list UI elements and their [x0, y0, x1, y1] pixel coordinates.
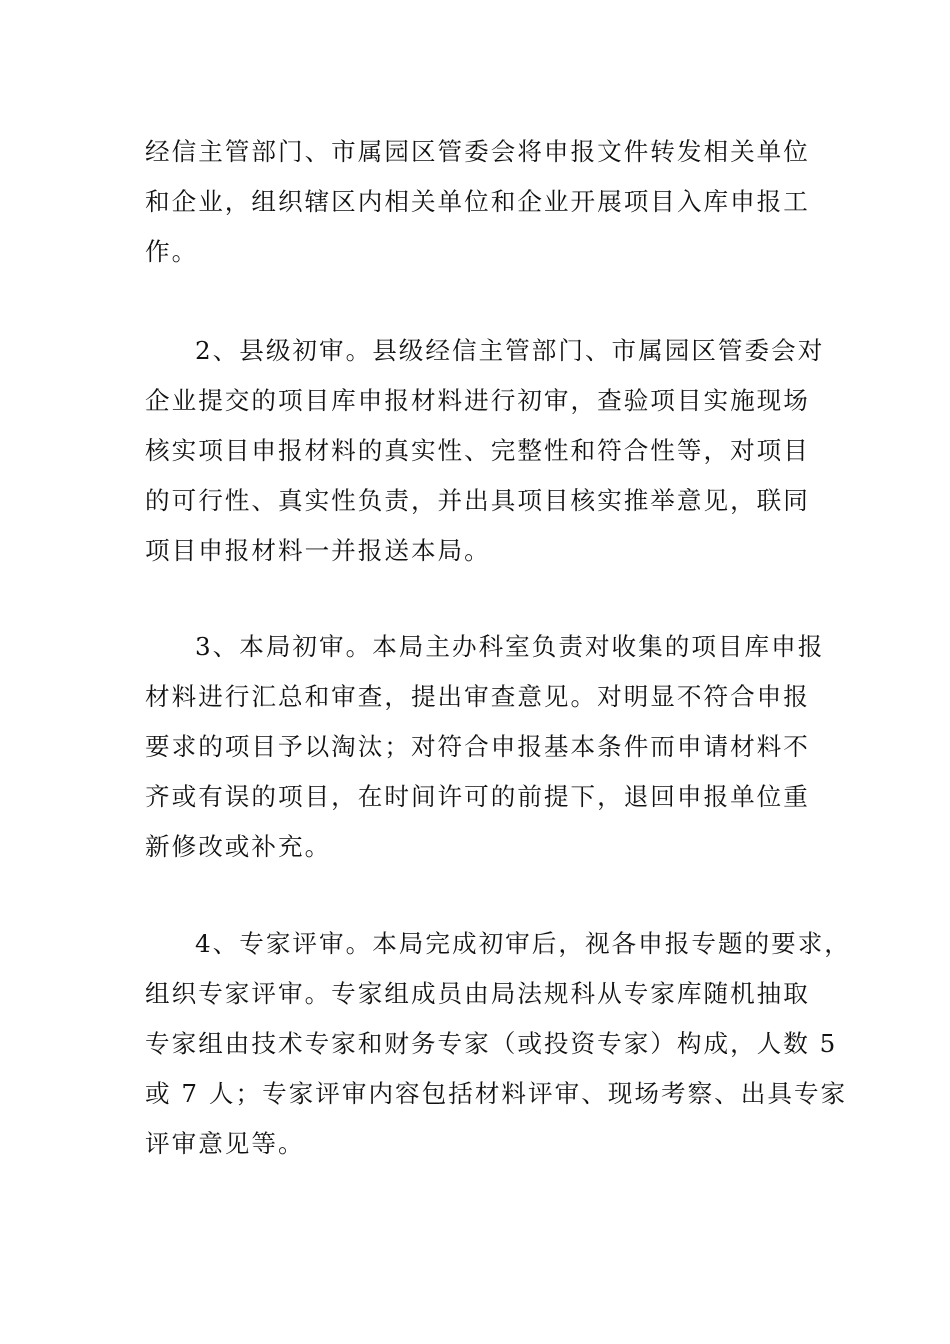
text-line: 3、本局初审。本局主办科室负责对收集的项目库申报 [195, 632, 825, 661]
text-line: 材料进行汇总和审查，提出审查意见。对明显不符合申报 [145, 682, 810, 711]
text-line: 或 7 人；专家评审内容包括材料评审、现场考察、出具专家 [145, 1079, 848, 1108]
text-line: 专家组由技术专家和财务专家（或投资专家）构成，人数 5 [145, 1029, 838, 1058]
text-line: 组织专家评审。专家组成员由局法规科从专家库随机抽取 [145, 979, 810, 1008]
text-line: 核实项目申报材料的真实性、完整性和符合性等，对项目 [145, 436, 810, 465]
text-line: 作。 [145, 237, 199, 266]
text-line: 企业提交的项目库申报材料进行初审，查验项目实施现场 [145, 386, 810, 415]
text-line: 和企业，组织辖区内相关单位和企业开展项目入库申报工 [145, 187, 810, 216]
text-line: 4、专家评审。本局完成初审后，视各申报专题的要求， [195, 929, 851, 958]
text-line: 的可行性、真实性负责，并出具项目核实推举意见，联同 [145, 486, 810, 515]
paragraph-intro-continuation [145, 127, 825, 277]
text-line: 新修改或补充。 [145, 832, 332, 861]
paragraph-expert-review [145, 919, 851, 1169]
text-line: 要求的项目予以淘汰；对符合申报基本条件而申请材料不 [145, 732, 810, 761]
paragraph-county-review [145, 326, 825, 576]
text-line: 2、县级初审。县级经信主管部门、市属园区管委会对 [195, 336, 825, 365]
paragraph-bureau-review [145, 622, 825, 872]
text-line: 项目申报材料一并报送本局。 [145, 536, 491, 565]
text-line: 评审意见等。 [145, 1129, 305, 1158]
text-line: 经信主管部门、市属园区管委会将申报文件转发相关单位 [145, 137, 810, 166]
text-line: 齐或有误的项目，在时间许可的前提下，退回申报单位重 [145, 782, 810, 811]
